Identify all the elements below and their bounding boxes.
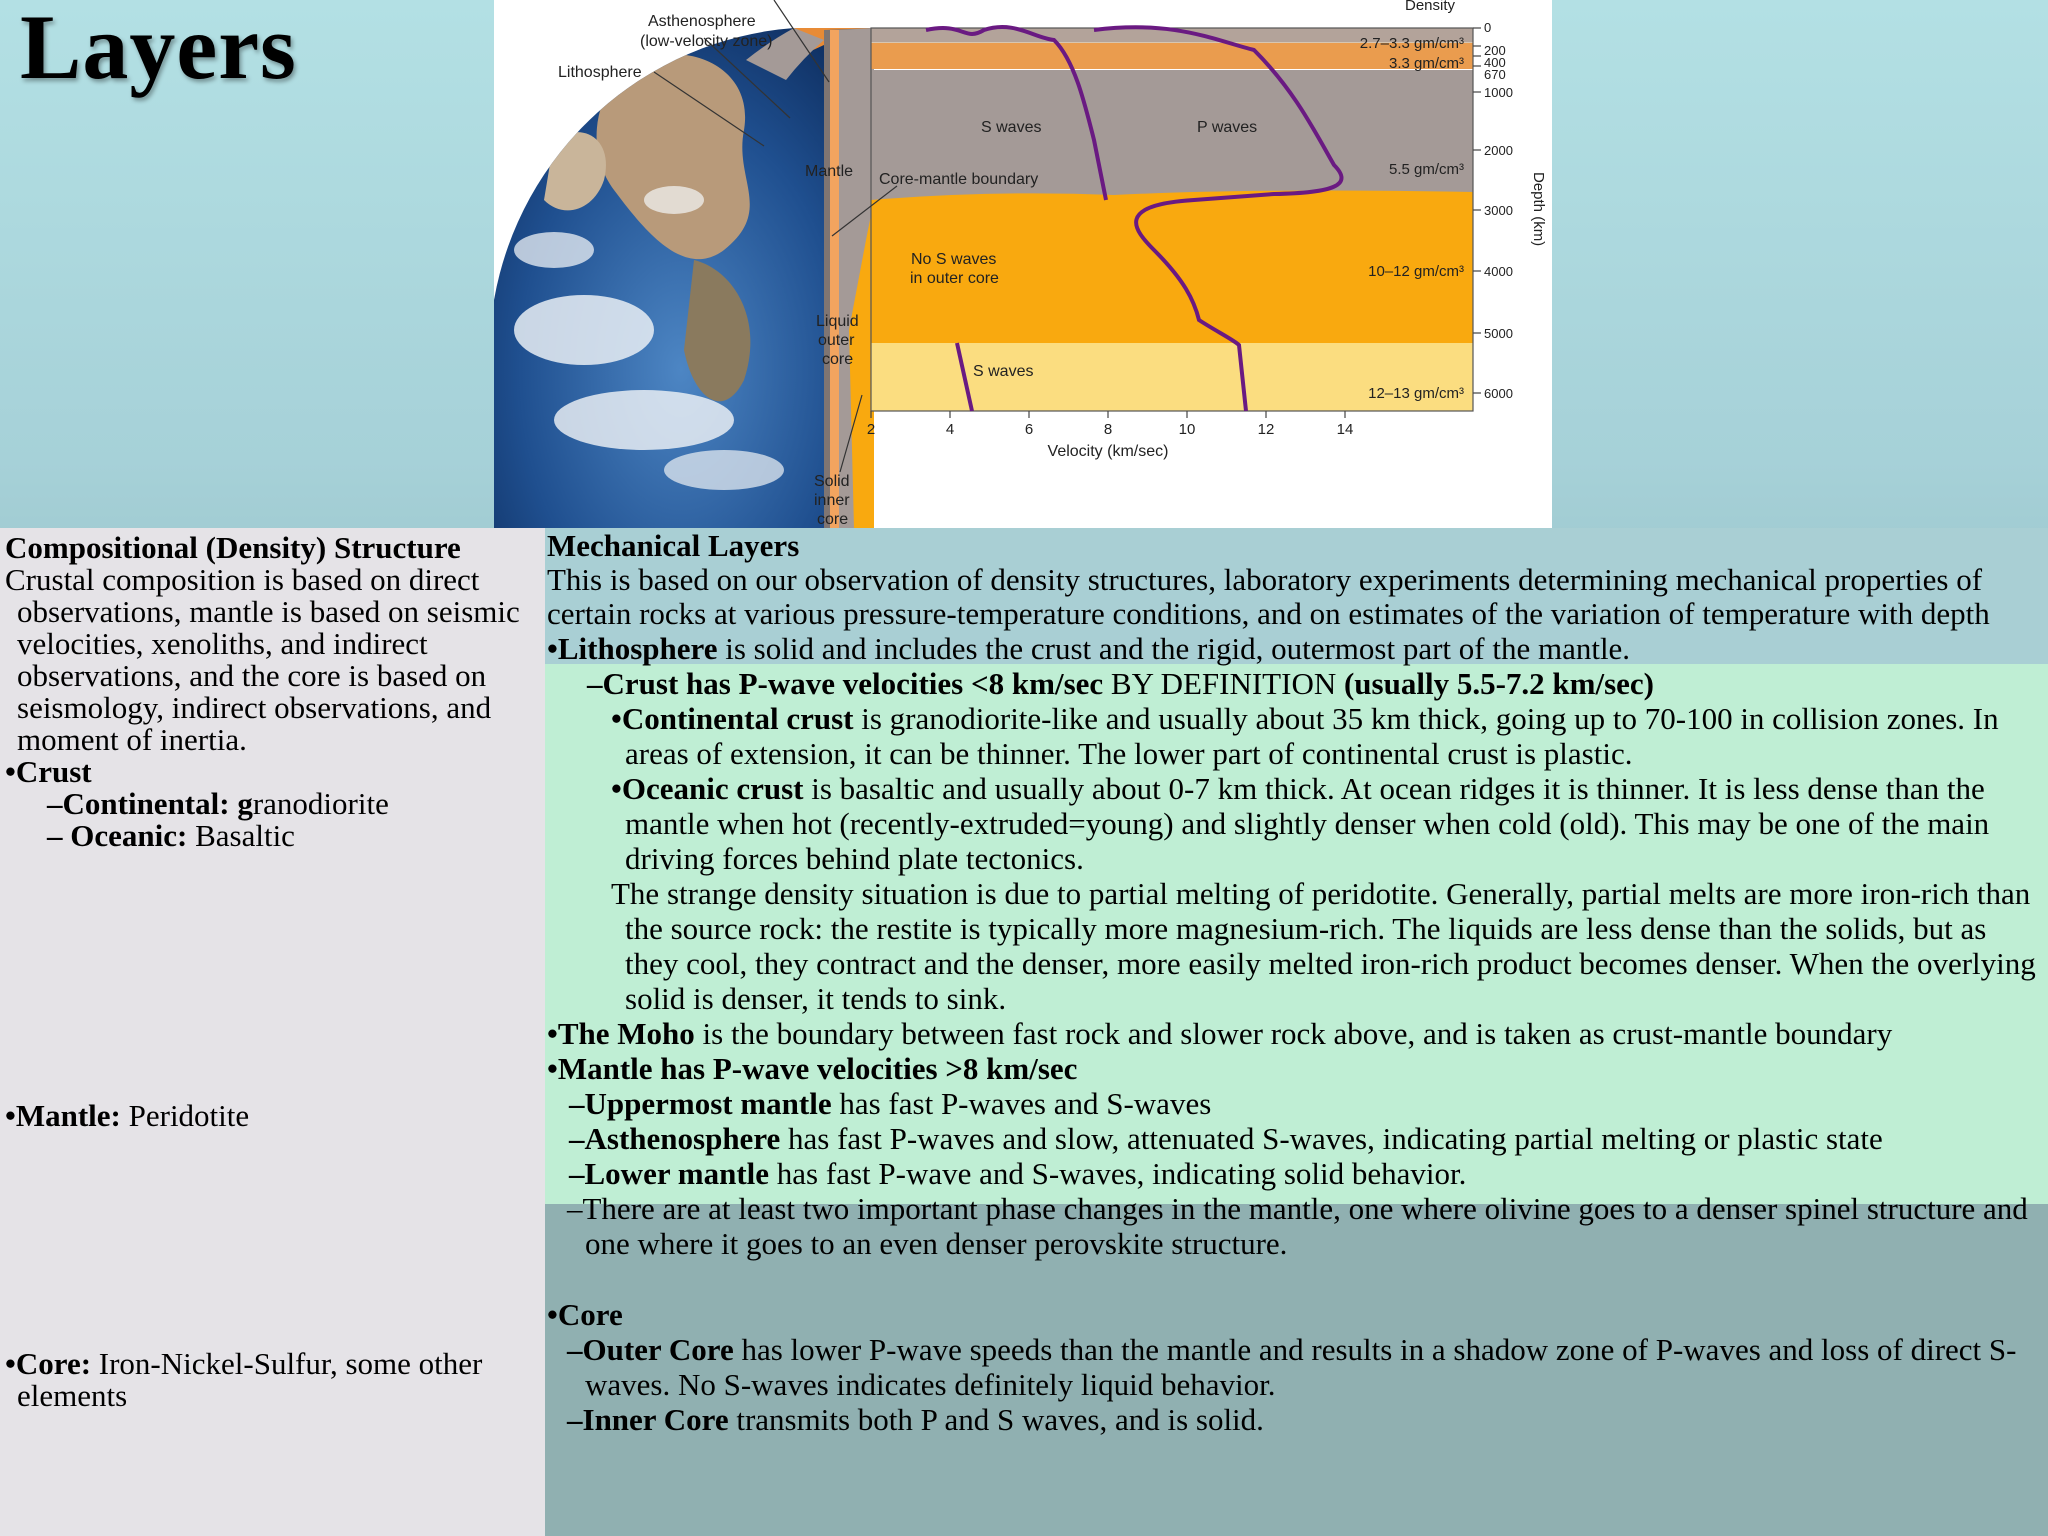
core-label: •Core: xyxy=(5,1346,92,1381)
depth-tick-2000: 2000 xyxy=(1484,143,1513,158)
oceanic-crust-text: is basaltic and usually about 0-7 km thick. At ocean ridges it is thinner. It is less dense than the mantle when hot (recently-extruded=young) and slightly denser when cold (old). This may be one of the main driving forces behind plate tectonics. xyxy=(625,771,1990,876)
asthenosphere-label: –Asthenosphere xyxy=(569,1121,781,1156)
mantle-velocity-label: •Mantle has P-wave velocities >8 km/sec xyxy=(547,1051,1078,1086)
crust-label: •Crust xyxy=(5,754,92,789)
compositional-intro: Crustal composition is based on direct observations, mantle is based on seismic velocities, xenoliths, and indirect observations, and the core is based on seismology, indirect observations, and moment of inertia. xyxy=(5,562,520,757)
strange-density-paragraph: The strange density situation is due to partial melting of peridotite. Generally, partial melts are more iron-rich than the source rock: the restite is typically more magnesium-rich. The liquids are less dense than the solids, but as they cool, they contract and the denser, more easily melted iron-rich product becomes denser. When the overlying solid is denser, it tends to sink. xyxy=(611,876,2036,1016)
uppermost-mantle-label: –Uppermost mantle xyxy=(569,1086,832,1121)
depth-tick-5000: 5000 xyxy=(1484,326,1513,341)
continental-value: ranodiorite xyxy=(252,786,389,821)
oceanic-crust-item xyxy=(547,771,2042,876)
inner-core-text: transmits both P and S waves, and is solid. xyxy=(728,1402,1264,1437)
label-liquid-3: core xyxy=(822,351,854,368)
label-no-s-waves-2: in outer core xyxy=(910,270,999,287)
depth-tick-3000: 3000 xyxy=(1484,203,1513,218)
oceanic-label: – Oceanic: xyxy=(47,818,188,853)
compositional-structure-panel xyxy=(0,528,545,1536)
inner-core-label: –Inner Core xyxy=(567,1402,729,1437)
label-core-mantle-boundary: Core-mantle boundary xyxy=(879,171,1039,188)
label-liquid-2: outer xyxy=(818,332,855,349)
core-item xyxy=(5,1348,547,1412)
core-value: Iron-Nickel-Sulfur, some other elements xyxy=(17,1346,483,1413)
label-liquid-1: Liquid xyxy=(816,313,859,330)
mechanical-layers-panel xyxy=(545,528,2048,1536)
lithosphere-text: is solid and includes the crust and the rigid, outermost part of the mantle. xyxy=(717,631,1631,666)
seismic-velocity-chart xyxy=(871,27,1481,418)
density-crust: 2.7–3.3 gm/cm³ xyxy=(1359,35,1464,52)
uppermost-mantle-text: has fast P-waves and S-waves xyxy=(831,1086,1212,1121)
core-heading: •Core xyxy=(547,1297,623,1332)
asthenosphere-text: has fast P-waves and slow, attenuated S-waves, indicating partial melting or plastic state xyxy=(780,1121,1883,1156)
label-no-s-waves-1: No S waves xyxy=(911,251,997,268)
label-asthenosphere-sub: (low-velocity zone) xyxy=(640,33,773,50)
label-lithosphere: Lithosphere xyxy=(558,64,642,81)
label-solid-2: inner xyxy=(814,492,850,509)
continental-crust-item xyxy=(547,701,2042,771)
outer-core-text: has lower P-wave speeds than the mantle and results in a shadow zone of P-waves and loss of direct S-waves. No S-waves indicates definitely liquid behavior. xyxy=(585,1332,2017,1402)
velocity-tick-12: 12 xyxy=(1257,421,1275,438)
moho-item xyxy=(547,1016,2042,1051)
slide-title: Layers xyxy=(20,0,297,98)
spacer xyxy=(547,1261,2042,1297)
mantle-value: Peridotite xyxy=(120,1098,250,1133)
label-asthenosphere: Asthenosphere xyxy=(648,13,756,30)
label-s-waves-mantle: S waves xyxy=(981,119,1042,136)
outer-core-item xyxy=(547,1332,2042,1402)
continental-label: –Continental: g xyxy=(47,786,253,821)
continental-item xyxy=(5,788,545,820)
crust-velocity-item xyxy=(547,666,2042,701)
mechanical-intro: This is based on our observation of density structures, laboratory experiments determining mechanical properties of certain rocks at various pressure-temperature conditions, and on estimates of the variation of temperature with depth xyxy=(547,562,1990,631)
velocity-tick-2: 2 xyxy=(866,421,876,438)
earth-cross-section-diagram xyxy=(494,0,1552,528)
lithosphere-label: •Lithosphere xyxy=(547,631,718,666)
depth-tick-1000: 1000 xyxy=(1484,85,1513,100)
lithosphere-item xyxy=(547,631,2042,666)
density-lower-mantle: 5.5 gm/cm³ xyxy=(1388,161,1464,178)
depth-tick-6000: 6000 xyxy=(1484,386,1513,401)
velocity-tick-4: 4 xyxy=(945,421,955,438)
phase-change-item: –There are at least two important phase changes in the mantle, one where olivine goes to a denser spinel structure and one where it goes to an even denser perovskite structure. xyxy=(567,1191,2028,1261)
oceanic-item xyxy=(5,820,545,852)
density-outer-core: 10–12 gm/cm³ xyxy=(1368,263,1464,280)
moho-label: •The Moho xyxy=(547,1016,695,1051)
velocity-tick-8: 8 xyxy=(1103,421,1113,438)
lower-mantle-text: has fast P-wave and S-waves, indicating solid behavior. xyxy=(769,1156,1467,1191)
mantle-label: •Mantle: xyxy=(5,1098,121,1133)
oceanic-value: Basaltic xyxy=(187,818,295,853)
velocity-axis-label: Velocity (km/sec) xyxy=(1047,443,1169,460)
depth-tick-200: 200 xyxy=(1484,43,1506,58)
depth-tick-4000: 4000 xyxy=(1484,264,1513,279)
label-solid-3: core xyxy=(817,511,849,528)
label-p-waves: P waves xyxy=(1197,119,1258,136)
continental-crust-label: •Continental crust xyxy=(611,701,854,736)
density-upper-mantle: 3.3 gm/cm³ xyxy=(1388,55,1464,72)
crust-velocity-label: –Crust has P-wave velocities <8 km/sec xyxy=(587,666,1104,701)
moho-text: is the boundary between fast rock and slower rock above, and is taken as crust-mantle boundary xyxy=(694,1016,1893,1051)
depth-tick-400: 400 xyxy=(1484,55,1506,70)
density-inner-core: 12–13 gm/cm³ xyxy=(1368,385,1464,402)
depth-tick-0: 0 xyxy=(1484,20,1492,35)
mechanical-heading: Mechanical Layers xyxy=(547,528,800,563)
continental-crust-text: is granodiorite-like and usually about 35 km thick, going up to 70-100 in collision zones. In areas of extension, it can be thinner. The lower part of continental crust is plastic. xyxy=(625,701,1999,771)
earth-layers-figure xyxy=(494,0,1552,528)
velocity-tick-10: 10 xyxy=(1178,421,1196,438)
lower-mantle-label: –Lower mantle xyxy=(569,1156,770,1191)
velocity-tick-14: 14 xyxy=(1336,421,1354,438)
mechanical-text xyxy=(547,528,2042,1437)
velocity-tick-6: 6 xyxy=(1024,421,1034,438)
compositional-heading: Compositional (Density) Structure xyxy=(5,530,461,565)
depth-axis-label: Depth (km) xyxy=(1530,172,1547,247)
label-density-header: Density xyxy=(1405,0,1456,14)
mantle-velocity-item xyxy=(547,1051,2042,1086)
lower-mantle-item xyxy=(547,1156,2042,1191)
oceanic-crust-label: •Oceanic crust xyxy=(611,771,804,806)
core-heading-item xyxy=(547,1297,2042,1332)
label-solid-1: Solid xyxy=(814,473,850,490)
label-s-waves-inner: S waves xyxy=(973,363,1034,380)
depth-tick-670: 670 xyxy=(1484,67,1506,82)
mantle-item xyxy=(5,1100,249,1132)
asthenosphere-item xyxy=(547,1121,2042,1156)
outer-core-label: –Outer Core xyxy=(567,1332,734,1367)
inner-core-item xyxy=(547,1402,2042,1437)
crust-usual-range: (usually 5.5-7.2 km/sec) xyxy=(1343,666,1654,701)
crust-definition: BY DEFINITION xyxy=(1103,666,1344,701)
uppermost-mantle-item xyxy=(547,1086,2042,1121)
label-mantle: Mantle xyxy=(805,163,854,180)
